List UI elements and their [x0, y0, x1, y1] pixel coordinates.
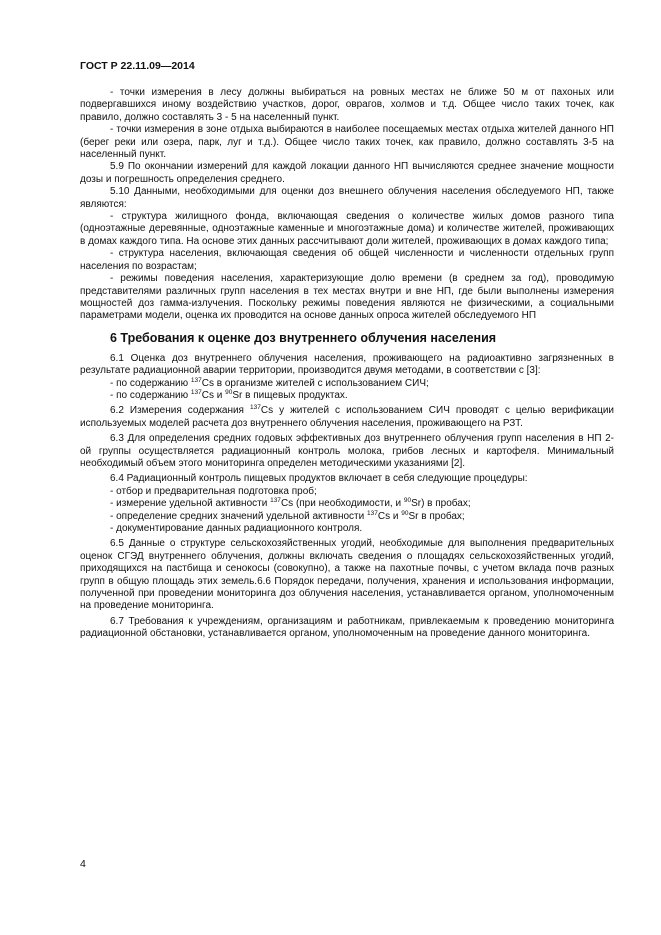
list-item-mean-values: - определение средних значений удельной активности $^{137}$Cs и $^{90}$Sr в пробах;	[110, 509, 465, 522]
list-item-6-1-food: - по содержанию $^{137}$Cs и $^{90}$Sr в пищевых продуктах.	[110, 388, 348, 401]
list-item-documentation: - документирование данных радиационного контроля.	[110, 523, 363, 534]
paragraph-6-5: 6.5 Данные о структуре сельскохозяйственных угодий, необходимые для выполнения предварительных оценок СГЭД внутреннего облучения, должны включать сведения о площадях сельскохозяйственных угодий, приходящихся на пастбища и сенокосы (совокупно), а также на пахотные почвы, с учетом вклада почв разных групп в общую площадь этих земель.6.6 Порядок передачи, получения, хранения и использования информации, полученной при проведении мониторинга доз облучения населения, устанавливается органом, уполномоченным на проведение мониторинга.	[80, 538, 614, 612]
paragraph-6-2: 6.2 Измерения содержания $^{137}$Cs у жителей с использованием СИЧ проводят с целью верификации используемых моделей расчета доз внутреннего облучения населения, проживающего на РЗТ.	[80, 404, 615, 429]
section-6-heading: 6 Требования к оценке доз внутреннего облучения населения	[110, 330, 497, 345]
paragraph-housing-structure: - структура жилищного фонда, включающая сведения о количестве жилых домов разного типа (одноэтажные деревянные, одноэтажные каменные и многоэтажные дома) и количестве жителей, проживающих в домах каждого типа. На основе этих данных рассчитывают доли жителей, проживающих в домах каждого типа;	[80, 211, 614, 247]
paragraph-6-7: 6.7 Требования к учреждениям, организациям и работникам, привлекаемым к проведению мониторинга радиационной обстановки, устанавливается органом, уполномоченным на проведение данного мониторинга.	[80, 615, 614, 640]
page-number: 4	[80, 858, 86, 870]
list-item-6-1-cs: - по содержанию $^{137}$Cs в организме жителей с использованием СИЧ;	[110, 376, 429, 389]
paragraph-6-4: 6.4 Радиационный контроль пищевых продуктов включает в себя следующие процедуры:	[110, 473, 528, 485]
paragraph-population-structure: - структура населения, включающая сведения об общей численности и численности отдельных групп населения по возрастам;	[80, 248, 614, 272]
paragraph-5-9: 5.9 По окончании измерений для каждой локации данного НП вычисляются среднее значение мощности дозы и погрешность определения среднего.	[80, 161, 614, 185]
document-body	[80, 87, 614, 641]
document-header: ГОСТ Р 22.11.09—2014	[80, 60, 195, 72]
list-item-sampling: - отбор и предварительная подготовка проб;	[110, 485, 317, 497]
paragraph-6-1: 6.1 Оценка доз внутреннего облучения населения, проживающего на радиоактивно загрязненных в результате радиационной аварии территории, производится двумя методами, в соответствии с [3]:	[80, 352, 614, 377]
paragraph-6-3: 6.3 Для определения средних годовых эффективных доз внутреннего облучения групп населения в НП 2-ой группы осуществляется радиационный контроль молока, грибов лесных и картофеля. Минимальный необходимый объем этого мониторинга определен методическими указаниями [2].	[80, 433, 614, 469]
paragraph-behavior-modes: - режимы поведения населения, характеризующие долю времени (в среднем за год), проводимую представителями различных групп населения в тех местах внутри и вне НП, где были выполнены измерения мощностей доз гамма-излучения. Поскольку режимы поведения являются не физическими, а социальными параметрами модели, оценка их проводится на основе данных опроса жителей обследуемого НП	[80, 273, 614, 322]
list-item-activity-measurement: - измерение удельной активности $^{137}$Cs (при необходимости, и $^{90}$Sr) в пробах;	[110, 497, 471, 510]
paragraph-recreation-points: - точки измерения в зоне отдыха выбираются в наиболее посещаемых местах отдыха жителей данного НП (берег реки или озера, парк, луг и т.д.). Общее число таких точек, как правило, должно составлять 3-5 на населенный пункт.	[80, 124, 614, 161]
paragraph-5-10: 5.10 Данными, необходимыми для оценки доз внешнего облучения населения обследуемого НП, также являются:	[80, 186, 614, 210]
paragraph-forest-points: - точки измерения в лесу должны выбираться на ровных местах не ближе 50 м от пахоных или подвергавшихся иному воздействию участков, дорог, оврагов, холмов и т.д. Общее число таких точек, как правило, должно составлять 3 - 5 на населенный пункт.	[80, 87, 614, 123]
